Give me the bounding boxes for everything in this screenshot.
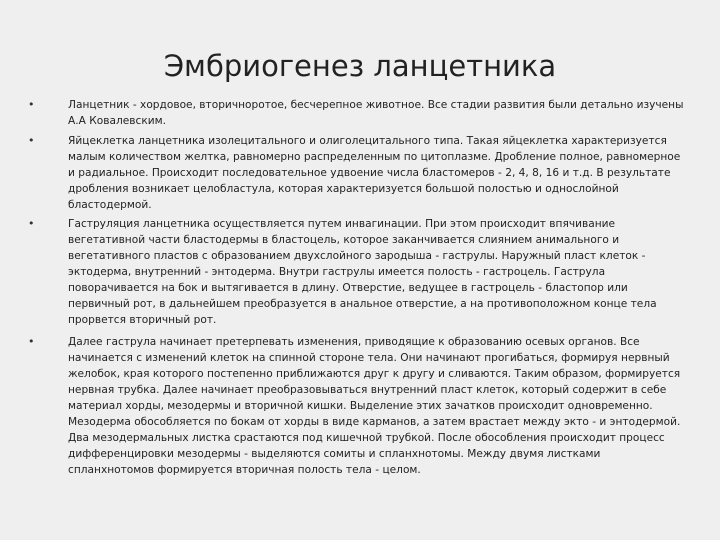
bullet-icon: • bbox=[28, 335, 35, 348]
list-item bbox=[0, 334, 720, 478]
slide-title: Эмбриогенез ланцетника bbox=[163, 49, 557, 84]
bullet-text: Яйцеклетка ланцетника изолецитального и олиголецитального типа. Такая яйцеклетка характеризуется малым количеством желтка, равномерно распределенным по цитоплазме. Дробление полное, равномерное и радиальное. Происходит последовательное удвоение числа бластомеров - 2, 4, 8, 16 и т.д. В результате дробления возникает целобластула, которая характеризуется большой полостью и однослойной бластодермой. bbox=[68, 135, 681, 211]
list-item bbox=[0, 216, 720, 328]
list-item bbox=[0, 97, 720, 129]
bullet-list bbox=[0, 97, 720, 478]
bullet-icon: • bbox=[28, 134, 35, 147]
bullet-text: Ланцетник - хордовое, вторичноротое, бесчерепное животное. Все стадии развития были детально изучены А.А Ковалевским. bbox=[68, 99, 684, 127]
bullet-text: Гаструляция ланцетника осуществляется путем инвагинации. При этом происходит впячивание вегетативной части бластодермы в бластоцель, которое заканчивается слиянием анимального и вегетативного пластов с образованием двухслойного зародыша - гаструлы. Наружный пласт клеток - эктодерма, внутренний - энтодерма. Внутри гаструлы имеется полость - гастроцель. Гаструла поворачивается на бок и вытягивается в длину. Отверстие, ведущее в гастроцель - бластопор или первичный рот, в дальнейшем преобразуется в анальное отверстие, а на противоположном конце тела прорвется вторичный рот. bbox=[68, 218, 657, 326]
bullet-icon: • bbox=[28, 217, 35, 230]
list-item bbox=[0, 133, 720, 213]
bullet-text: Далее гаструла начинает претерпевать изменения, приводящие к образованию осевых органов. Все начинается с изменений клеток на спинной стороне тела. Они начинают прогибаться, формируя нервный желобок, края которого постепенно приближаются друг к другу и сливаются. Таким образом, формируется нервная трубка. Далее начинает преобразовываться внутренний пласт клеток, который содержит в себе материал хорды, мезодермы и вторичной кишки. Выделение этих зачатков происходит одновременно. Мезодерма обособляется по бокам от хорды в виде карманов, а затем врастает между экто - и энтодермой. Два мезодермальных листка срастаются под кишечной трубкой. После обособления происходит процесс дифференцировки мезодермы - выделяются сомиты и спланхнотомы. Между двумя листками спланхнотомов формируется вторичная полость тела - целом. bbox=[68, 336, 681, 476]
bullet-icon: • bbox=[28, 98, 35, 111]
